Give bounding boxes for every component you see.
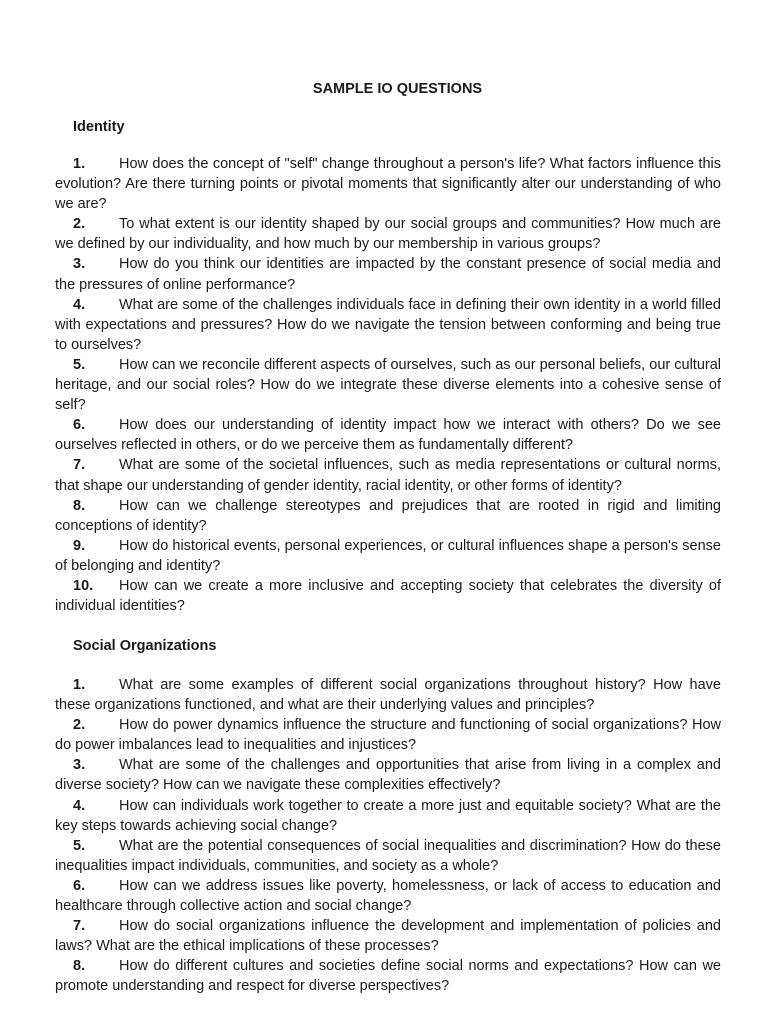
question-item: [55, 576, 721, 616]
question-item: [55, 675, 721, 715]
question-text: To what extent is our identity shaped by our social groups and communities? How much are we defined by our individuality, and how much by our membership in various groups?: [55, 216, 721, 253]
question-text: How do historical events, personal experiences, or cultural influences shape a person's sense of belonging and identity?: [55, 537, 721, 574]
question-item: [55, 836, 721, 876]
question-item: [55, 876, 721, 916]
question-text: How can we challenge stereotypes and prejudices that are rooted in rigid and limiting conceptions of identity?: [55, 497, 721, 534]
question-number: 8.: [73, 958, 86, 975]
question-number: 2.: [73, 216, 86, 233]
question-number: 6.: [73, 877, 86, 894]
question-item: [55, 496, 721, 536]
question-text: What are some of the challenges individuals face in defining their own identity in a world filled with expectations and pressures? How do we navigate the tension between conforming and being true to ourselves?: [55, 296, 721, 353]
question-text: How do you think our identities are impacted by the constant presence of social media and the pressures of online performance?: [55, 256, 721, 293]
question-number: 10.: [73, 577, 94, 594]
question-text: How can we reconcile different aspects of ourselves, such as our personal beliefs, our cultural heritage, and our social roles? How do we integrate these diverse elements into a cohesive sense of self?: [55, 356, 721, 414]
question-text: What are some of the societal influences, such as media representations or cultural norms, that shape our understanding of gender identity, racial identity, or other forms of identity?: [55, 457, 721, 494]
question-text: How can individuals work together to create a more just and equitable society? What are the key steps towards achieving social change?: [55, 797, 721, 834]
question-item: [55, 254, 721, 294]
social-organizations-question-list: [55, 675, 721, 997]
question-item: [55, 295, 721, 355]
section-heading-identity: Identity: [73, 119, 125, 135]
document-title: SAMPLE IO QUESTIONS: [312, 81, 483, 97]
question-number: 1.: [73, 156, 86, 172]
question-number: 2.: [73, 717, 86, 734]
question-number: 9.: [73, 537, 86, 554]
question-number: 8.: [73, 497, 86, 514]
question-item: [55, 796, 721, 836]
question-number: 3.: [73, 757, 86, 774]
question-text: How do social organizations influence the development and implementation of policies and laws? What are the ethical implications of these processes?: [55, 918, 721, 955]
question-text: How does the concept of "self" change throughout a person's life? What factors influence this evolution? Are there turning points or pivotal moments that significantly alter our understanding of who we are?: [55, 156, 721, 213]
question-item: [55, 536, 721, 576]
question-number: 5.: [73, 837, 86, 854]
question-text: How can we create a more inclusive and accepting society that celebrates the diversity of individual identities?: [55, 577, 721, 615]
question-number: 7.: [73, 918, 86, 935]
question-item: [55, 415, 721, 455]
question-number: 3.: [73, 256, 86, 273]
question-text: What are some examples of different social organizations throughout history? How have these organizations functioned, and what are their underlying values and principles?: [55, 677, 721, 714]
question-text: How do power dynamics influence the structure and functioning of social organizations? How do power imbalances lead to inequalities and injustices?: [55, 717, 721, 754]
question-text: What are the potential consequences of social inequalities and discrimination? How do these inequalities impact individuals, communities, and society as a whole?: [55, 837, 721, 874]
question-number: 6.: [73, 417, 86, 434]
question-text: How does our understanding of identity impact how we interact with others? Do we see ourselves reflected in others, or do we perceive them as fundamentally different?: [55, 417, 721, 454]
question-number: 4.: [73, 797, 86, 814]
question-item: [55, 715, 721, 755]
question-item: [55, 154, 721, 214]
section-heading-social-organizations: Social Organizations: [73, 638, 217, 654]
question-number: 7.: [73, 457, 86, 474]
question-item: [55, 455, 721, 495]
question-text: What are some of the challenges and opportunities that arise from living in a complex and diverse society? How can we navigate these complexities effectively?: [55, 757, 721, 794]
identity-question-list: [55, 154, 721, 616]
question-item: [55, 355, 721, 415]
question-number: 4.: [73, 296, 86, 313]
question-number: 5.: [73, 356, 86, 373]
question-text: How can we address issues like poverty, homelessness, or lack of access to education and healthcare through collective action and social change?: [55, 877, 721, 915]
question-item: [55, 214, 721, 254]
question-text: How do different cultures and societies define social norms and expectations? How can we promote understanding and respect for diverse perspectives?: [55, 958, 721, 995]
question-item: [55, 916, 721, 956]
question-item: [55, 956, 721, 996]
question-number: 1.: [73, 677, 86, 693]
question-item: [55, 755, 721, 795]
